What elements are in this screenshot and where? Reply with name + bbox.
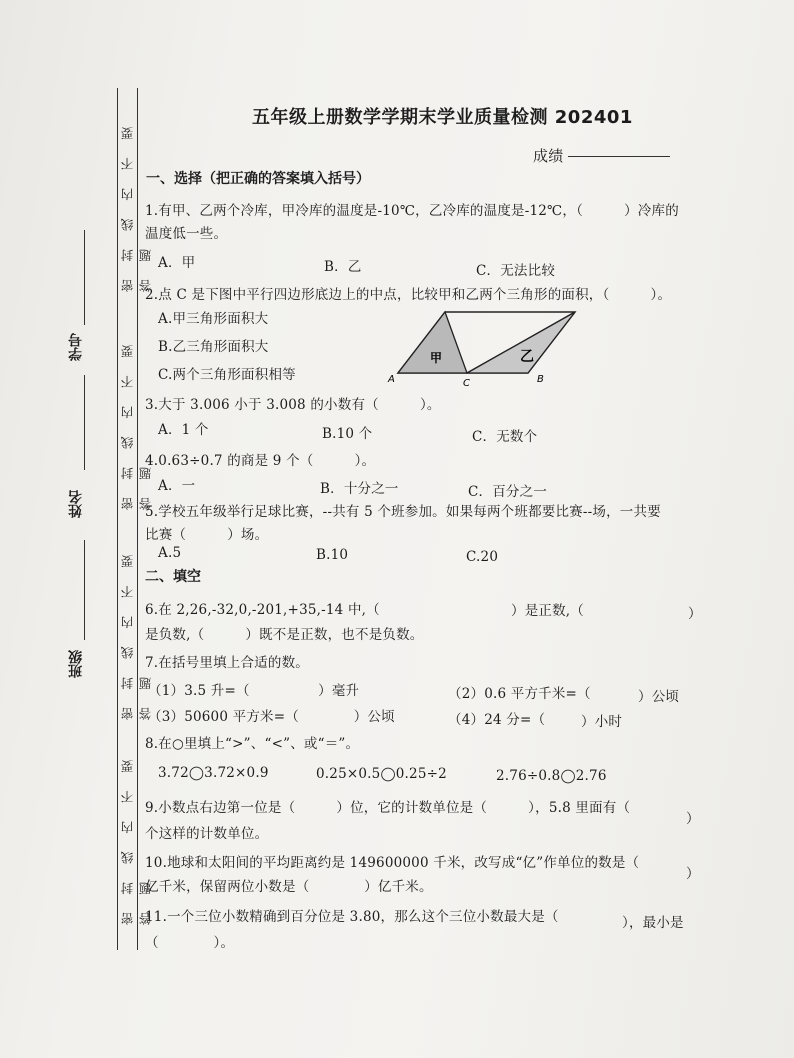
binding-line [117, 88, 118, 950]
q1-option-b[interactable]: B．乙 [324, 259, 362, 275]
q11-text: 11.一个三位小数精确到百分位是 3.80，那么这个三位小数最大是（ [145, 909, 559, 925]
q7-part1: （1）3.5 升=（ ）毫升 [148, 683, 360, 699]
q5-text: 5.学校五年级举行足球比赛，--共有 5 个班参加。如果每两个班都要比赛--场，一共要 [145, 504, 661, 520]
q6-text-end: ） [688, 606, 702, 622]
point-a-label: A [388, 374, 395, 385]
q8-expr-1[interactable]: 3.72◯3.72×0.9 [158, 765, 269, 781]
q2-option-b[interactable]: B.乙三角形面积大 [158, 339, 269, 355]
section-heading: 二、填空 [145, 569, 201, 585]
score-blank[interactable] [568, 156, 670, 157]
q3-text: 3.大于 3.006 小于 3.008 的小数有（ ）。 [145, 397, 441, 413]
q1-text-cont: 温度低一些。 [145, 226, 228, 242]
triangle-yi-label: 乙 [520, 349, 534, 365]
q4-option-c[interactable]: C．百分之一 [468, 484, 548, 500]
q4-text: 4.0.63÷0.7 的商是 9 个（ ）。 [145, 453, 376, 469]
q7-part4-end: ）小时 [581, 714, 623, 730]
q9-text-end: ） [686, 811, 700, 827]
q5-option-b[interactable]: B.10 [316, 547, 349, 563]
class-label: 班级 [68, 650, 84, 678]
q2-option-a[interactable]: A.甲三角形面积大 [158, 311, 269, 327]
name-blank[interactable] [84, 375, 85, 470]
q9-text-cont: 个这样的计数单位。 [145, 826, 269, 842]
student-number-label: 学号 [68, 333, 84, 361]
student-number-blank[interactable] [84, 230, 85, 325]
q7-part4: （4）24 分=（ [448, 712, 546, 728]
q1-text: 1.有甲、乙两个冷库，甲冷库的温度是-10℃，乙冷库的温度是-12℃，（ ）冷库的 [145, 203, 679, 219]
parallelogram-figure [385, 305, 585, 390]
q4-option-b[interactable]: B．十分之一 [320, 481, 399, 497]
q7-part3: （3）50600 平方米=（ ）公顷 [148, 709, 395, 725]
q7-part2: （2）0.6 平方千米=（ [448, 686, 591, 702]
q6-text: 6.在 2,26,-32,0,-201,+35,-14 中,（ [145, 602, 380, 618]
score-label: 成绩 [533, 147, 564, 165]
q8-text: 8.在○里填上“>”、“<”、或“＝”。 [145, 736, 360, 752]
q10-text-end: ） [686, 866, 700, 882]
q2-option-c[interactable]: C.两个三角形面积相等 [158, 367, 296, 383]
seal-text: 密 封 线 内 不 要 答 题 [120, 120, 153, 292]
q9-text: 9.小数点右边第一位是（ ）位，它的计数单位是（ ），5.8 里面有（ [145, 800, 631, 816]
q2-text: 2.点 C 是下图中平行四边形底边上的中点，比较甲和乙两个三角形的面积，（ ）。 [145, 287, 672, 303]
q1-option-a[interactable]: A．甲 [158, 255, 196, 271]
seal-text: 密 封 线 内 不 要 答 题 [120, 338, 153, 510]
q8-expr-3[interactable]: 2.76÷0.8◯2.76 [496, 768, 607, 784]
section-heading: 一、选择（把正确的答案填入括号） [146, 171, 370, 187]
q7-text: 7.在括号里填上合适的数。 [145, 655, 309, 671]
q1-option-c[interactable]: C．无法比较 [476, 263, 556, 279]
name-label: 姓名 [68, 490, 84, 518]
q3-option-c[interactable]: C．无数个 [472, 429, 538, 445]
q5-text-cont: 比赛（ ）场。 [145, 527, 269, 543]
q6-text-cont: 是负数,（ ）既不是正数，也不是负数。 [145, 627, 424, 643]
class-blank[interactable] [84, 540, 85, 640]
q6-text-mid: ）是正数,（ [511, 603, 584, 619]
q8-expr-2[interactable]: 0.25×0.5◯0.25÷2 [316, 766, 447, 782]
point-c-label: C [463, 378, 470, 389]
q11-text-end: ），最小是 [622, 915, 684, 931]
q7-part2-end: ）公顷 [638, 689, 680, 705]
q11-text-cont: （ ）。 [145, 935, 235, 951]
triangle-jia-label: 甲 [430, 351, 443, 365]
q10-text-cont: 亿千米，保留两位小数是（ ）亿千米。 [145, 879, 433, 895]
q5-option-c[interactable]: C.20 [466, 549, 499, 565]
q3-option-b[interactable]: B.10 个 [322, 426, 373, 442]
seal-text: 密 封 线 内 不 要 答 题 [120, 548, 153, 720]
page-title: 五年级上册数学学期末学业质量检测 202401 [252, 107, 633, 128]
q10-text: 10.地球和太阳间的平均距离约是 149600000 千米，改写成“亿”作单位的数是（ [145, 855, 640, 871]
q4-option-a[interactable]: A．一 [158, 478, 196, 494]
q5-option-a[interactable]: A.5 [158, 545, 182, 561]
seal-text: 密 封 线 内 不 要 答 题 [120, 753, 153, 925]
q3-option-a[interactable]: A．1 个 [158, 422, 209, 438]
point-b-label: B [537, 374, 544, 385]
